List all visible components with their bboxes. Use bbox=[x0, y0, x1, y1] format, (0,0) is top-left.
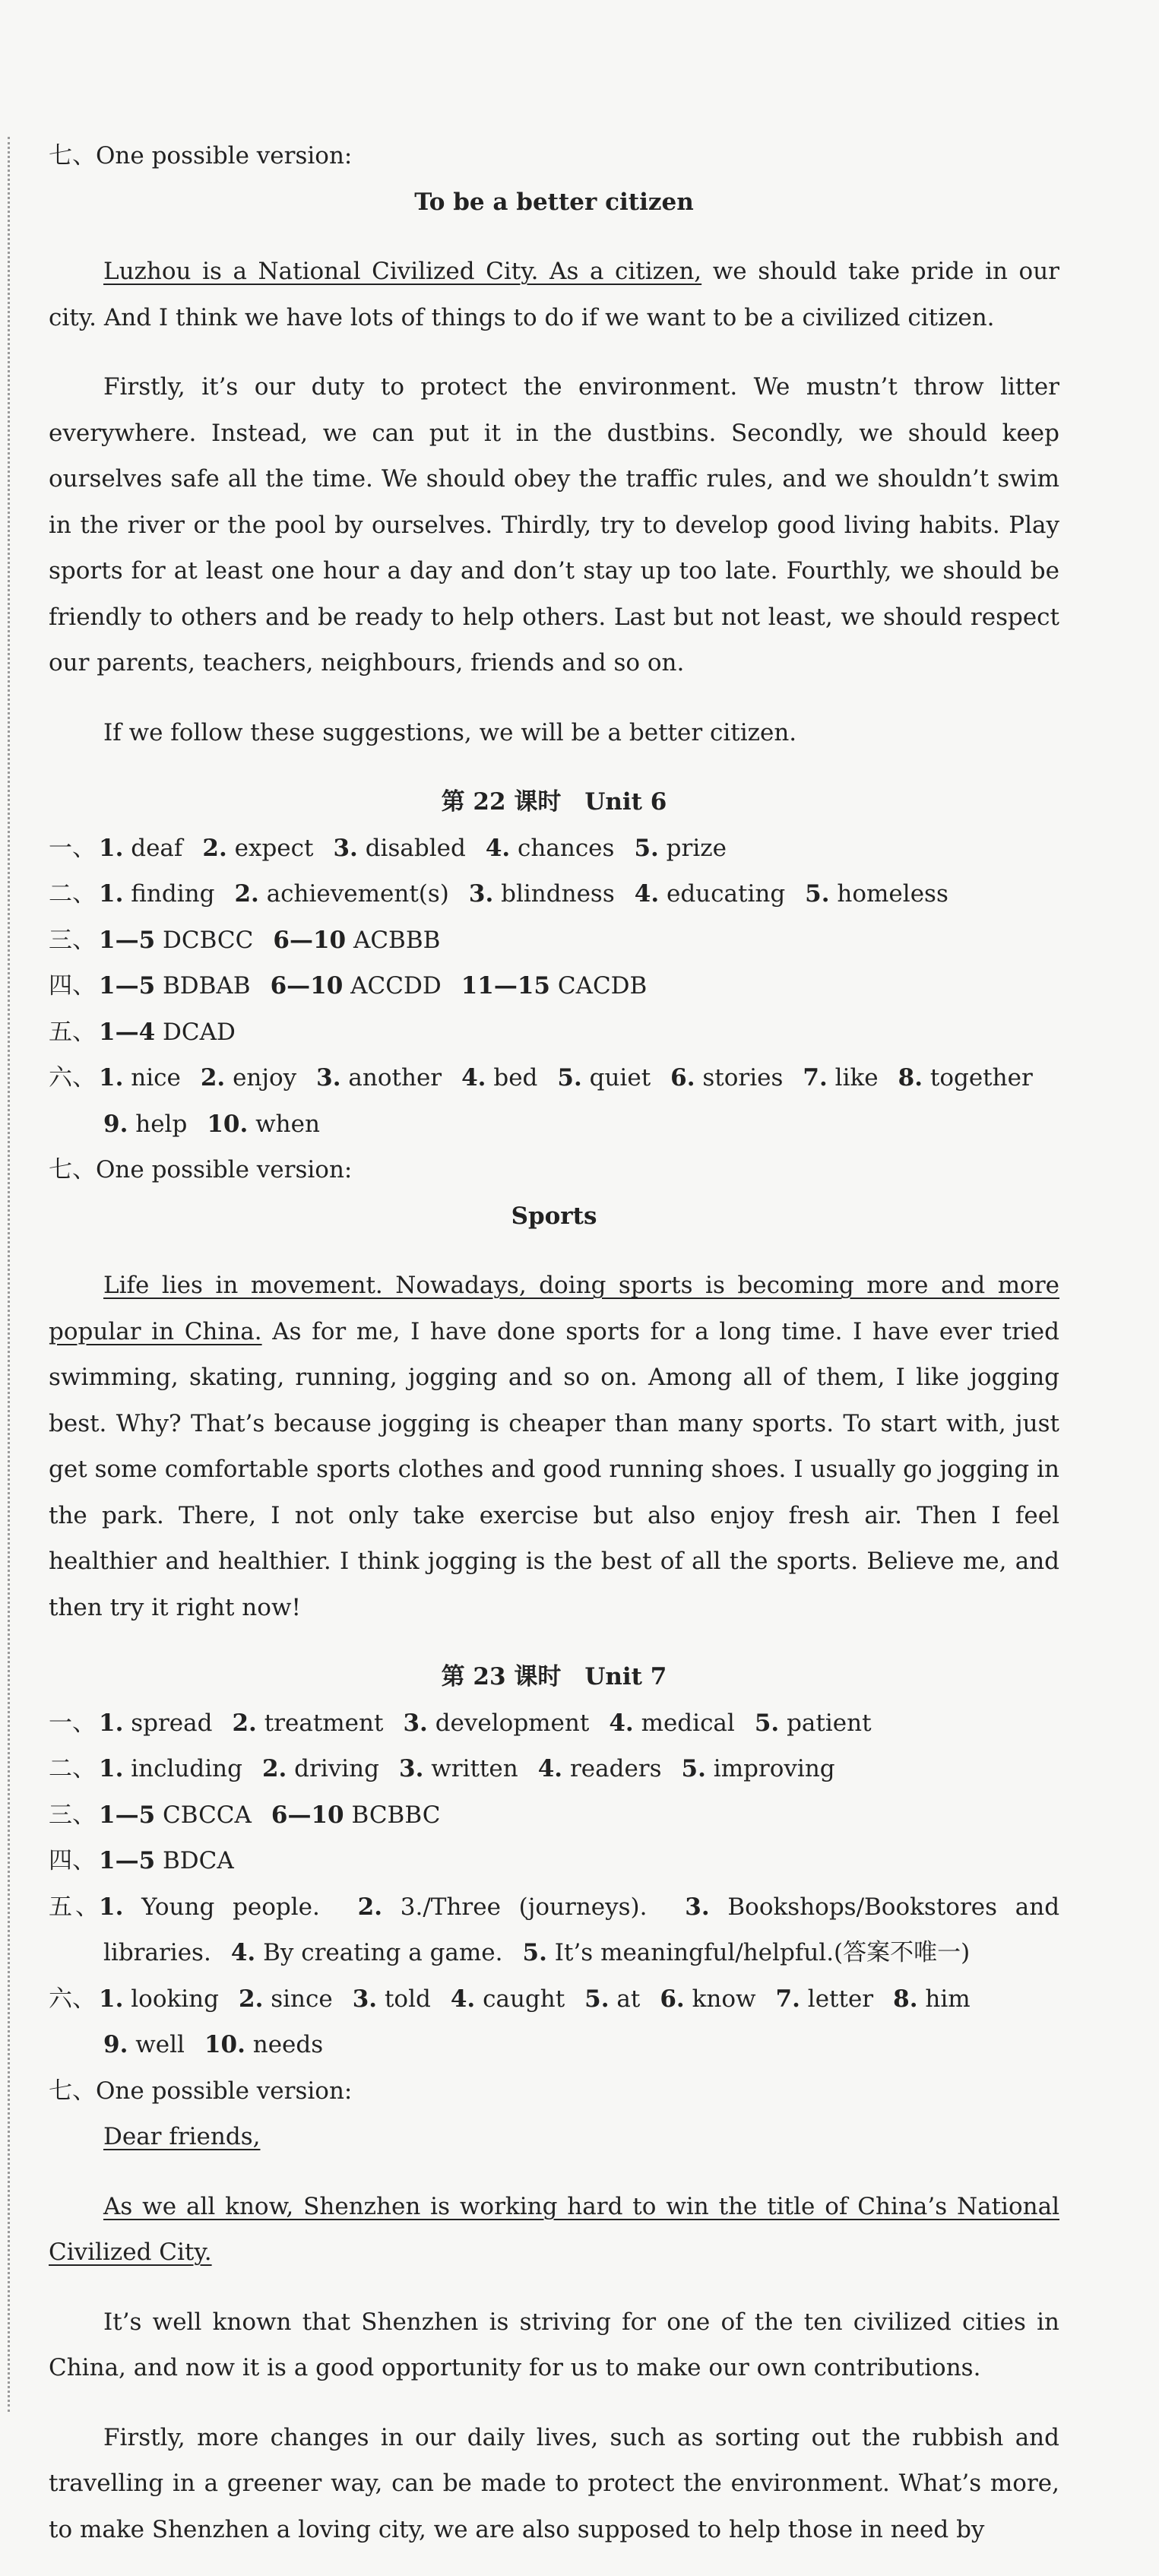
answer-item bbox=[234, 880, 448, 908]
answer-number: 2. bbox=[357, 1893, 383, 1921]
answer-text: CACDB bbox=[557, 972, 648, 1000]
answer-item bbox=[103, 1111, 187, 1138]
answer-item bbox=[271, 1801, 441, 1829]
answer-item bbox=[670, 1064, 783, 1092]
answer-item bbox=[451, 1985, 565, 2013]
answer-number: 1. bbox=[99, 1709, 124, 1737]
answer-item bbox=[99, 1893, 320, 1921]
answer-number: 3. bbox=[468, 880, 494, 908]
lesson-heading: 第 23 课时 Unit 7 bbox=[441, 1663, 667, 1690]
question-group-label: 一、 bbox=[49, 1709, 96, 1737]
answer-number: 4. bbox=[230, 1939, 256, 1966]
answer-item bbox=[634, 835, 727, 862]
answer-text: educating bbox=[666, 880, 786, 908]
answer-text: achievement(s) bbox=[266, 880, 449, 908]
answer-text: nice bbox=[131, 1064, 181, 1092]
answer-number: 8. bbox=[893, 1985, 918, 2013]
answer-number: 3. bbox=[316, 1064, 341, 1092]
answer-item bbox=[403, 1709, 589, 1737]
answer-text: like bbox=[834, 1064, 879, 1092]
lesson-heading: 第 22 课时 Unit 6 bbox=[441, 788, 667, 816]
answer-number: 2. bbox=[200, 1064, 226, 1092]
underlined-topic-sentence: Life lies in movement. Nowadays, doing sports is becoming more and more popular in China. bbox=[49, 1272, 1059, 1345]
answer-text: deaf bbox=[131, 834, 183, 862]
answer-text: DCAD bbox=[163, 1018, 236, 1046]
answer-item bbox=[99, 835, 182, 862]
answer-item bbox=[461, 1064, 537, 1092]
answer-text: Bookshops/Bookstores and bbox=[727, 1893, 1060, 1921]
answer-row bbox=[49, 1700, 1059, 1747]
answer-number: 9. bbox=[103, 2031, 128, 2058]
answer-text: readers bbox=[569, 1755, 662, 1782]
answer-number: 2. bbox=[261, 1755, 287, 1782]
answer-text: DCBCC bbox=[163, 926, 254, 954]
answer-text: ACCDD bbox=[350, 972, 442, 1000]
answer-item bbox=[99, 1985, 219, 2013]
answer-text: enjoy bbox=[233, 1064, 297, 1092]
answer-number: 5. bbox=[634, 834, 659, 862]
answer-item bbox=[557, 1064, 651, 1092]
answer-number: 7. bbox=[775, 1985, 800, 2013]
answer-text: spread bbox=[131, 1709, 213, 1737]
answer-row bbox=[49, 1101, 1059, 1148]
answer-row bbox=[49, 1884, 1059, 1931]
answer-item bbox=[99, 1847, 234, 1874]
answer-item bbox=[399, 1755, 518, 1782]
answer-item bbox=[685, 1893, 1059, 1921]
answer-item bbox=[353, 1985, 431, 2013]
answer-item bbox=[99, 927, 253, 954]
answer-number: 10. bbox=[204, 2031, 245, 2058]
answer-number: 1. bbox=[99, 1985, 124, 2013]
answer-item bbox=[271, 972, 442, 1000]
answer-text: help bbox=[135, 1110, 188, 1138]
answer-number: 1. bbox=[99, 1064, 124, 1092]
answer-text: at bbox=[616, 1985, 641, 2013]
answer-item bbox=[99, 1801, 252, 1829]
answer-number: 11—15 bbox=[461, 972, 550, 1000]
answer-number: 2. bbox=[232, 1709, 257, 1737]
answer-row bbox=[49, 1930, 1059, 1976]
answer-number: 6. bbox=[670, 1064, 695, 1092]
greeting-text: Dear friends, bbox=[103, 2123, 261, 2150]
answer-number: 4. bbox=[609, 1709, 634, 1737]
answer-row bbox=[49, 963, 1059, 1009]
question-group-label: 四、 bbox=[49, 972, 96, 1000]
answer-text: ACBBB bbox=[353, 926, 441, 954]
answer-number: 1. bbox=[99, 834, 124, 862]
answer-text: disabled bbox=[365, 834, 466, 862]
answer-number: 8. bbox=[898, 1064, 923, 1092]
answer-number: 10. bbox=[207, 1110, 249, 1138]
answer-number: 5. bbox=[522, 1939, 547, 1966]
answer-text: CBCCA bbox=[163, 1801, 252, 1829]
answer-text: him bbox=[925, 1985, 971, 2013]
answer-row bbox=[49, 1746, 1059, 1792]
answer-text: since bbox=[271, 1985, 333, 2013]
question-group-label: 六、 bbox=[49, 1064, 96, 1092]
answer-text: bed bbox=[493, 1064, 538, 1092]
answer-number: 4. bbox=[485, 834, 511, 862]
answer-item bbox=[469, 880, 615, 908]
answer-number: 4. bbox=[537, 1755, 563, 1782]
answer-number: 1—5 bbox=[99, 972, 156, 1000]
essay-paragraph: It’s well known that Shenzhen is striving for one of the ten civilized cities in China, and now it is a good opportunity for us to make our own contributions. bbox=[49, 2308, 1059, 2381]
answer-number: 1. bbox=[99, 880, 124, 908]
answer-item bbox=[584, 1985, 640, 2013]
answer-item bbox=[893, 1985, 971, 2013]
answer-number: 3. bbox=[333, 834, 358, 862]
essay-paragraph: If we follow these suggestions, we will be a better citizen. bbox=[103, 718, 797, 746]
question-group-label: 二、 bbox=[49, 1755, 96, 1782]
answer-item bbox=[486, 835, 615, 862]
answer-page bbox=[49, 133, 1059, 2576]
answer-text: patient bbox=[787, 1709, 872, 1737]
answer-number: 4. bbox=[450, 1985, 476, 2013]
answer-text: blindness bbox=[501, 880, 615, 908]
question-group-label: 五、 bbox=[49, 1893, 99, 1921]
answer-text: needs bbox=[252, 2031, 324, 2058]
answer-item bbox=[461, 972, 648, 1000]
section-label: 七、One possible version: bbox=[49, 1156, 353, 1183]
answer-item bbox=[358, 1893, 648, 1921]
answer-number: 5. bbox=[681, 1755, 706, 1782]
answer-item bbox=[99, 972, 251, 1000]
answer-number: 1—5 bbox=[99, 1847, 156, 1874]
paragraph-text: we should take pride in our city. And I think we have lots of things to do if we want to be a civilized citizen. bbox=[49, 258, 1059, 331]
answer-item bbox=[776, 1985, 874, 2013]
answer-text: expect bbox=[234, 834, 314, 862]
essay-paragraph bbox=[49, 1263, 1059, 1630]
answer-text: told bbox=[384, 1985, 431, 2013]
essay-paragraph: Firstly, it’s our duty to protect the environment. We mustn’t throw litter everywhere. Instead, we can put it in the dustbins. Secondly, we should keep ourselves safe all the time. We should obey the traffic rules, and we shouldn’t swim in the river or the pool by ourselves. Thirdly, try to develop good living habits. Play sports for at least one hour a day and don’t stay up too late. Fourthly, we should be friendly to others and be ready to help others. Last but not least, we should respect our parents, teachers, neighbours, friends and so on. bbox=[49, 373, 1059, 676]
answer-row bbox=[49, 825, 1059, 872]
answer-text: stories bbox=[702, 1064, 784, 1092]
answer-number: 3. bbox=[685, 1893, 710, 1921]
answer-item bbox=[103, 2031, 185, 2058]
answer-number: 5. bbox=[754, 1709, 780, 1737]
answer-number: 3. bbox=[352, 1985, 378, 2013]
question-group-label: 一、 bbox=[49, 834, 96, 862]
question-group-label: 四、 bbox=[49, 1847, 96, 1874]
answer-number: 2. bbox=[202, 834, 227, 862]
answer-item bbox=[232, 1709, 383, 1737]
answer-number: 9. bbox=[103, 1110, 128, 1138]
answer-text: together bbox=[929, 1064, 1033, 1092]
answer-row bbox=[49, 917, 1059, 964]
answer-text: when bbox=[255, 1110, 320, 1138]
question-group-label: 三、 bbox=[49, 926, 96, 954]
answer-number: 4. bbox=[461, 1064, 486, 1092]
answer-item bbox=[523, 1939, 971, 1966]
answer-item bbox=[273, 927, 440, 954]
answer-text: prize bbox=[666, 834, 727, 862]
answer-item bbox=[262, 1755, 379, 1782]
answer-item bbox=[103, 1939, 211, 1966]
answer-text: caught bbox=[483, 1985, 565, 2013]
answer-number: 6. bbox=[660, 1985, 685, 2013]
paragraph-text: As for me, I have done sports for a long time. I have ever tried swimming, skating, running, jogging and so on. Among all of them, I like jogging best. Why? That’s because jogging is cheaper than many sports. To start with, just get some comfortable sports clothes and good running shoes. I usually go jogging in the park. There, I not only take exercise but also enjoy fresh air. Then I feel healthier and healthier. I think jogging is the best of all the sports. Believe me, and then try it right now! bbox=[49, 1317, 1059, 1621]
answer-text: know bbox=[692, 1985, 756, 2013]
answer-item bbox=[805, 880, 948, 908]
question-group-label: 六、 bbox=[49, 1985, 96, 2013]
answer-text: letter bbox=[807, 1985, 874, 2013]
answer-item bbox=[204, 2031, 323, 2058]
answer-item bbox=[609, 1709, 735, 1737]
answer-row bbox=[49, 1976, 1059, 2023]
answer-text: treatment bbox=[264, 1709, 384, 1737]
essay-paragraph: Firstly, more changes in our daily lives, such as sorting out the rubbish and travelling in a greener way, can be made to protect the environment. What’s more, to make Shenzhen a loving city, we are also supposed to help those in need by bbox=[49, 2423, 1059, 2543]
answer-row bbox=[49, 871, 1059, 917]
answer-number: 6—10 bbox=[273, 926, 347, 954]
answer-item bbox=[99, 1019, 236, 1046]
answer-text: BCBBC bbox=[351, 1801, 441, 1829]
answer-row bbox=[49, 2022, 1059, 2068]
answer-item bbox=[207, 1111, 320, 1138]
answer-item bbox=[316, 1064, 442, 1092]
answer-number: 6—10 bbox=[271, 1801, 344, 1829]
answer-number: 5. bbox=[584, 1985, 610, 2013]
answer-text: improving bbox=[713, 1755, 835, 1782]
answer-text: written bbox=[431, 1755, 518, 1782]
answer-text: another bbox=[348, 1064, 442, 1092]
answer-text: By creating a game. bbox=[263, 1939, 503, 1966]
answer-text: looking bbox=[131, 1985, 219, 2013]
answer-text: driving bbox=[294, 1755, 379, 1782]
question-group-label: 二、 bbox=[49, 880, 96, 908]
answer-item bbox=[201, 1064, 296, 1092]
answer-number: 5. bbox=[805, 880, 830, 908]
answer-item bbox=[99, 880, 214, 908]
essay-title: To be a better citizen bbox=[414, 188, 694, 216]
answer-text: It’s meaningful/helpful.(答案不唯一) bbox=[554, 1939, 971, 1966]
answer-number: 5. bbox=[557, 1064, 582, 1092]
underlined-topic-sentence: Luzhou is a National Civilized City. As a citizen, bbox=[103, 258, 702, 285]
answer-text: BDCA bbox=[163, 1847, 234, 1874]
answer-text: well bbox=[135, 2031, 185, 2058]
binding-margin-line bbox=[8, 137, 10, 2412]
answer-number: 1—5 bbox=[99, 1801, 156, 1829]
answer-text: 3./Three (journeys). bbox=[400, 1893, 648, 1921]
answer-item bbox=[239, 1985, 333, 2013]
answer-text: Young people. bbox=[141, 1893, 320, 1921]
question-group-label: 三、 bbox=[49, 1801, 96, 1829]
answer-row bbox=[49, 1009, 1059, 1056]
answer-row bbox=[49, 1838, 1059, 1884]
answer-number: 1. bbox=[99, 1755, 124, 1782]
answer-text: homeless bbox=[837, 880, 948, 908]
answer-item bbox=[333, 835, 465, 862]
answer-text: quiet bbox=[589, 1064, 651, 1092]
answer-text: chances bbox=[518, 834, 615, 862]
answer-item bbox=[202, 835, 313, 862]
answer-item bbox=[803, 1064, 878, 1092]
answer-text: finding bbox=[131, 880, 215, 908]
answer-text: BDBAB bbox=[163, 972, 251, 1000]
answer-number: 1. bbox=[99, 1893, 124, 1921]
answer-number: 7. bbox=[803, 1064, 828, 1092]
answer-number: 2. bbox=[234, 880, 259, 908]
answer-item bbox=[99, 1755, 242, 1782]
answer-item bbox=[682, 1755, 835, 1782]
answer-row bbox=[49, 1055, 1059, 1101]
answer-text: development bbox=[435, 1709, 590, 1737]
answer-number: 3. bbox=[399, 1755, 424, 1782]
answer-number: 1—4 bbox=[99, 1018, 156, 1046]
answer-item bbox=[231, 1939, 503, 1966]
answer-number: 3. bbox=[403, 1709, 428, 1737]
essay-paragraph bbox=[49, 249, 1059, 341]
letter-greeting bbox=[49, 2114, 1059, 2160]
section-label: 七、One possible version: bbox=[49, 2077, 353, 2105]
answer-item bbox=[898, 1064, 1033, 1092]
answer-item bbox=[538, 1755, 662, 1782]
answer-number: 1—5 bbox=[99, 926, 156, 954]
answer-text: including bbox=[131, 1755, 242, 1782]
answer-item bbox=[99, 1709, 212, 1737]
answer-number: 4. bbox=[634, 880, 660, 908]
answer-row bbox=[49, 1792, 1059, 1839]
answer-item bbox=[635, 880, 785, 908]
underlined-topic-sentence: As we all know, Shenzhen is working hard to win the title of China’s National Civilized City. bbox=[49, 2192, 1059, 2266]
answer-item bbox=[755, 1709, 872, 1737]
essay-title: Sports bbox=[511, 1202, 597, 1230]
answer-text: libraries. bbox=[103, 1939, 211, 1966]
answer-item bbox=[660, 1985, 755, 2013]
section-label: 七、One possible version: bbox=[49, 142, 353, 170]
essay-paragraph bbox=[49, 2184, 1059, 2276]
answer-text: medical bbox=[641, 1709, 735, 1737]
answer-number: 2. bbox=[239, 1985, 264, 2013]
question-group-label: 五、 bbox=[49, 1018, 96, 1046]
answer-number: 6—10 bbox=[270, 972, 344, 1000]
answer-item bbox=[99, 1064, 181, 1092]
